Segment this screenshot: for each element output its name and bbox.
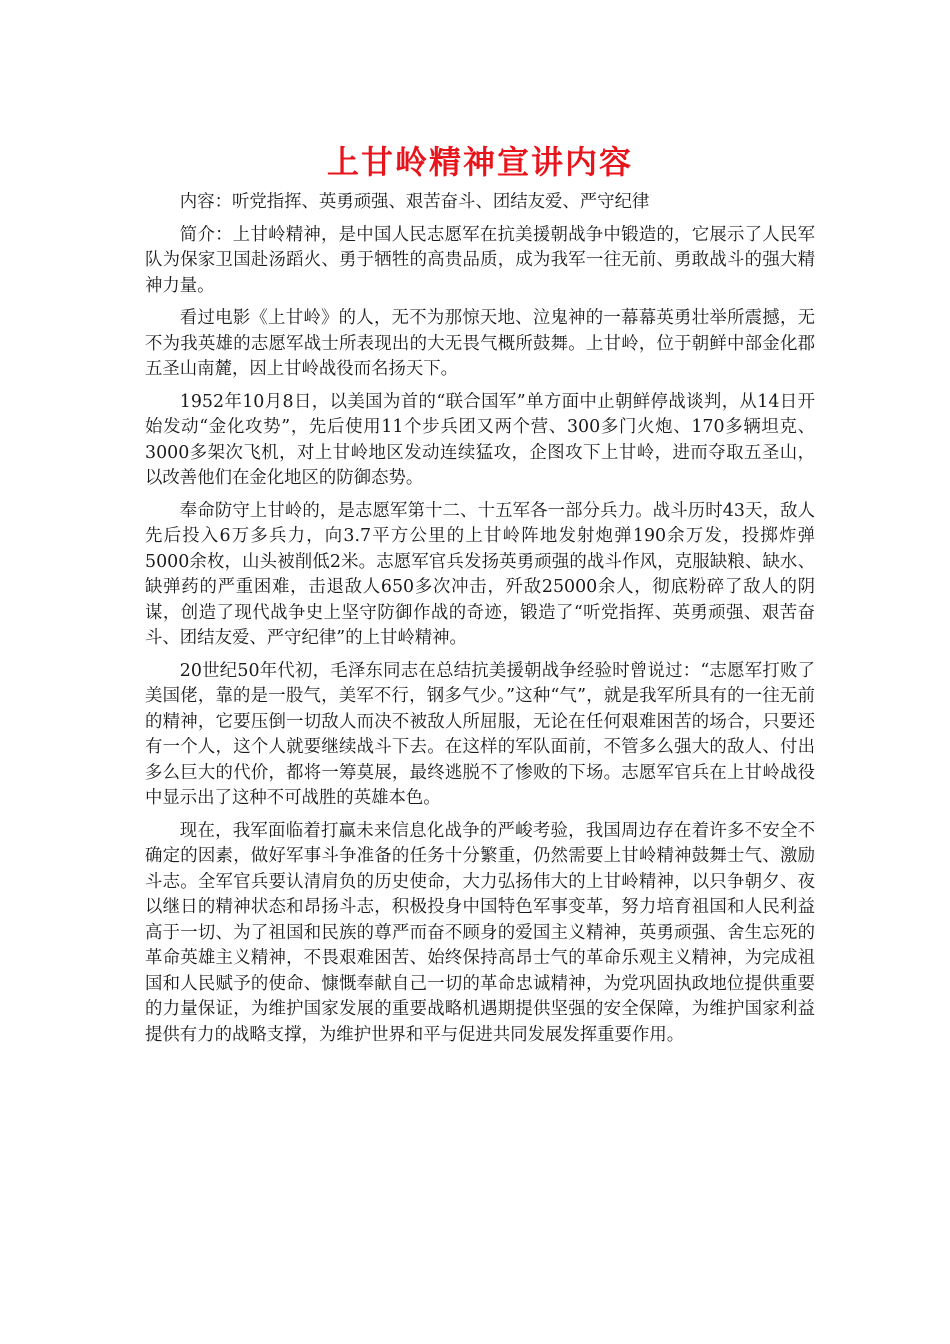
paragraph-mao-quote: 20世纪50年代初，毛泽东同志在总结抗美援朝战争经验时曾说过：“志愿军打败了美国佬，靠的是一股气，美军不行，钢多气少。”这种“气”，就是我军所具有的一往无前的精神，它要压倒一切敌人而决不被敌人所屈服，无论在任何艰难困苦的场合，只要还有一个人，这个人就要继续战斗下去。在这样的军队面前，不管多么强大的敌人、付出多么巨大的代价，都将一筹莫展，最终逃脱不了惨败的下场。志愿军官兵在上甘岭战役中显示出了这种不可战胜的英雄本色。 xyxy=(145,660,815,808)
paragraph-film: 看过电影《上甘岭》的人，无不为那惊天地、泣鬼神的一幕幕英勇壮举所震撼，无不为我英雄的志愿军战士所表现出的大无畏气概所鼓舞。上甘岭，位于朝鲜中部金化郡五圣山南麓，因上甘岭战役而名扬天下。 xyxy=(145,308,815,379)
paragraph-present: 现在，我军面临着打赢未来信息化战争的严峻考验，我国周边存在着许多不安全不确定的因素，做好军事斗争准备的任务十分繁重，仍然需要上甘岭精神鼓舞士气、激励斗志。全军官兵要认清肩负的历史使命，大力弘扬伟大的上甘岭精神，以只争朝夕、夜以继日的精神状态和昂扬斗志，积极投身中国特色军事变革，努力培育祖国和人民利益高于一切、为了祖国和民族的尊严而奋不顾身的爱国主义精神，英勇顽强、舍生忘死的革命英雄主义精神，不畏艰难困苦、始终保持高昂士气的革命乐观主义精神，为完成祖国和人民赋予的使命、慷慨奉献自己一切的革命忠诚精神，为党巩固执政地位提供重要的力量保证，为维护国家发展的重要战略机遇期提供坚强的安全保障，为维护国家利益提供有力的战略支撑，为维护世界和平与促进共同发展发挥重要作用。 xyxy=(145,820,815,1045)
paragraph-offensive: 1952年10月8日，以美国为首的“联合国军”单方面中止朝鲜停战谈判，从14日开始发动“金化攻势”，先后使用11个步兵团又两个营、300多门火炮、170多辆坦克、3000多架次飞机，对上甘岭地区发动连续猛攻，企图攻下上甘岭，进而夺取五圣山，以改善他们在金化地区的防御态势。 xyxy=(145,391,815,488)
document-title: 上甘岭精神宣讲内容 xyxy=(326,143,633,181)
paragraph-summary: 简介：上甘岭精神，是中国人民志愿军在抗美援朝战争中锻造的，它展示了人民军队为保家卫国赴汤蹈火、勇于牺牲的高贵品质，成为我军一往无前、勇敢战斗的强大精神力量。 xyxy=(145,224,815,296)
paragraph-contents: 内容：听党指挥、英勇顽强、艰苦奋斗、团结友爱、严守纪律 xyxy=(179,192,650,212)
document-body xyxy=(145,190,815,1055)
paragraph-defense: 奉命防守上甘岭的，是志愿军第十二、十五军各一部分兵力。战斗历时43天，敌人先后投入6万多兵力，向3.7平方公里的上甘岭阵地发射炮弹190余万发，投掷炸弹5000余枚，山头被削低2米。志愿军官兵发扬英勇顽强的战斗作风，克服缺粮、缺水、缺弹药的严重困难，击退敌人650多次冲击，歼敌25000余人，彻底粉碎了敌人的阴谋，创造了现代战争史上坚守防御作战的奇迹，锻造了“听党指挥、英勇顽强、艰苦奋斗、团结友爱、严守纪律”的上甘岭精神。 xyxy=(145,500,815,648)
